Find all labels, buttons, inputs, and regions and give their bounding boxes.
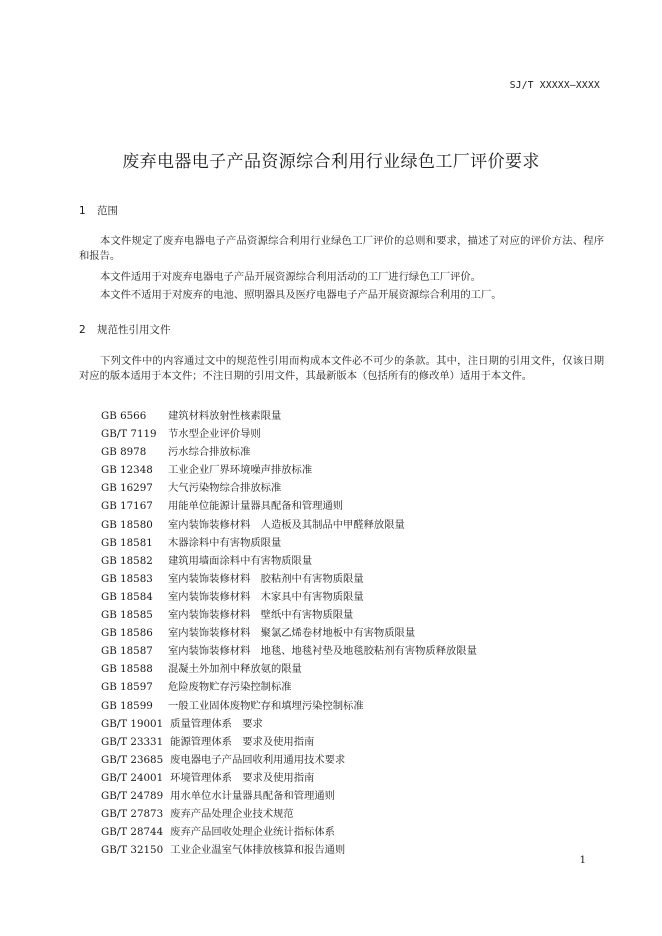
reference-code: GB 18581	[101, 536, 153, 549]
section-number: 1	[79, 205, 86, 217]
reference-item	[101, 461, 477, 479]
scope-paragraph: 本文件规定了废弃电器电子产品资源综合利用行业绿色工厂评价的总则和要求，描述了对应的评价方法、程序和报告。	[79, 235, 604, 262]
reference-code: GB 8978	[101, 446, 147, 459]
reference-code: GB/T 28744	[101, 826, 164, 839]
reference-code: GB/T 27873	[101, 808, 164, 821]
reference-code: GB 6566	[101, 410, 147, 422]
reference-item	[101, 552, 477, 570]
reference-title: 工业企业厂界环境噪声排放标准	[168, 464, 313, 477]
reference-item	[101, 516, 477, 534]
reference-item	[101, 787, 477, 805]
section-heading-normative-references	[79, 322, 171, 337]
reference-title: 废电器电子产品回收利用通用技术要求	[170, 753, 346, 766]
reference-code: GB/T 19001	[101, 717, 164, 730]
section-heading-scope	[79, 203, 118, 218]
reference-code: GB 18599	[101, 699, 153, 712]
reference-item	[101, 733, 477, 751]
reference-title: 危险废物贮存污染控制标准	[168, 681, 292, 694]
reference-title: 用能单位能源计量器具配备和管理通则	[168, 500, 344, 513]
reference-item	[101, 479, 477, 497]
watermark	[150, 907, 510, 921]
reference-title: 木器涂料中有害物质限量	[168, 536, 282, 549]
reference-item	[101, 497, 477, 515]
reference-title: 质量管理体系 要求	[170, 717, 263, 730]
reference-title: 节水型企业评价导则	[168, 428, 261, 441]
reference-title: 室内装饰装修材料 木家具中有害物质限量	[168, 590, 364, 603]
reference-code: GB 18597	[101, 681, 153, 694]
reference-code: GB/T 23685	[101, 753, 164, 766]
reference-item	[101, 588, 477, 606]
reference-code: GB 16297	[101, 482, 153, 495]
reference-item	[101, 805, 477, 823]
reference-item	[101, 570, 477, 588]
section-title: 规范性引用文件	[97, 324, 171, 336]
document-title: 废弃电器电子产品资源综合利用行业绿色工厂评价要求	[122, 152, 540, 172]
reference-item	[101, 660, 477, 678]
reference-title: 室内装饰装修材料 人造板及其制品中甲醛释放限量	[168, 518, 405, 531]
reference-title: 环境管理体系 要求及使用指南	[170, 771, 315, 784]
reference-title: 建筑材料放射性核素限量	[168, 410, 282, 422]
reference-title: 建筑用墙面涂料中有害物质限量	[168, 554, 313, 567]
reference-item	[101, 697, 477, 715]
section-number: 2	[79, 324, 86, 336]
reference-item	[101, 425, 477, 443]
reference-code: GB/T 24001	[101, 771, 164, 784]
reference-code: GB/T 24789	[101, 789, 164, 802]
reference-code: GB/T 7119	[101, 428, 157, 441]
reference-item	[101, 534, 477, 552]
reference-title: 废弃产品回收处理企业统计指标体系	[170, 826, 335, 839]
reference-item	[101, 769, 477, 787]
reference-item	[101, 624, 477, 642]
reference-list	[101, 407, 477, 859]
reference-title: 室内装饰装修材料 聚氯乙烯卷材地板中有害物质限量	[168, 627, 416, 640]
reference-title: 一般工业固体废物贮存和填埋污染控制标准	[168, 699, 364, 712]
reference-code: GB 18583	[101, 572, 153, 585]
reference-code: GB/T 32150	[101, 844, 164, 857]
reference-item	[101, 642, 477, 660]
reference-title: 工业企业温室气体排放核算和报告通则	[170, 844, 346, 857]
reference-item	[101, 678, 477, 696]
reference-title: 室内装饰装修材料 地毯、地毯衬垫及地毯胶粘剂有害物质释放限量	[168, 645, 477, 658]
reference-item	[101, 407, 477, 425]
reference-code: GB 18586	[101, 627, 153, 640]
reference-code: GB 18585	[101, 609, 153, 622]
reference-title: 废弃产品处理企业技术规范	[170, 808, 294, 821]
reference-title: 混凝土外加剂中释放氨的限量	[168, 663, 302, 676]
reference-code: GB 17167	[101, 500, 153, 513]
reference-code: GB 12348	[101, 464, 153, 477]
reference-item	[101, 443, 477, 461]
reference-item	[101, 841, 477, 859]
references-intro-paragraph: 下列文件中的内容通过文中的规范性引用而构成本文件必不可少的条款。其中，注日期的引用文件，仅该日期对应的版本适用于本文件；不注日期的引用文件，其最新版本（包括所有的修改单）适用于本文件。	[79, 355, 604, 382]
reference-title: 用水单位水计量器具配备和管理通则	[170, 789, 335, 802]
reference-title: 室内装饰装修材料 壁纸中有害物质限量	[168, 609, 354, 622]
scope-paragraph: 本文件适用于对废弃电器电子产品开展资源综合利用活动的工厂进行绿色工厂评价。	[100, 271, 481, 283]
reference-code: GB 18580	[101, 518, 153, 531]
page-number: 1	[579, 855, 586, 866]
scope-paragraph: 本文件不适用于对废弃的电池、照明器具及医疗电器电子产品开展资源综合利用的工厂。	[100, 289, 502, 301]
reference-code: GB 18584	[101, 590, 153, 603]
reference-title: 污水综合排放标准	[168, 446, 251, 459]
reference-item	[101, 606, 477, 624]
reference-item	[101, 823, 477, 841]
reference-code: GB/T 23331	[101, 735, 164, 748]
section-title: 范围	[97, 205, 118, 217]
reference-title: 大气污染物综合排放标准	[168, 482, 282, 495]
reference-code: GB 18582	[101, 554, 153, 567]
document-code: SJ/T XXXXX—XXXX	[509, 80, 600, 91]
reference-item	[101, 751, 477, 769]
reference-code: GB 18588	[101, 663, 153, 676]
reference-title: 能源管理体系 要求及使用指南	[170, 735, 315, 748]
reference-item	[101, 715, 477, 733]
reference-title: 室内装饰装修材料 胶粘剂中有害物质限量	[168, 572, 364, 585]
reference-code: GB 18587	[101, 645, 153, 658]
